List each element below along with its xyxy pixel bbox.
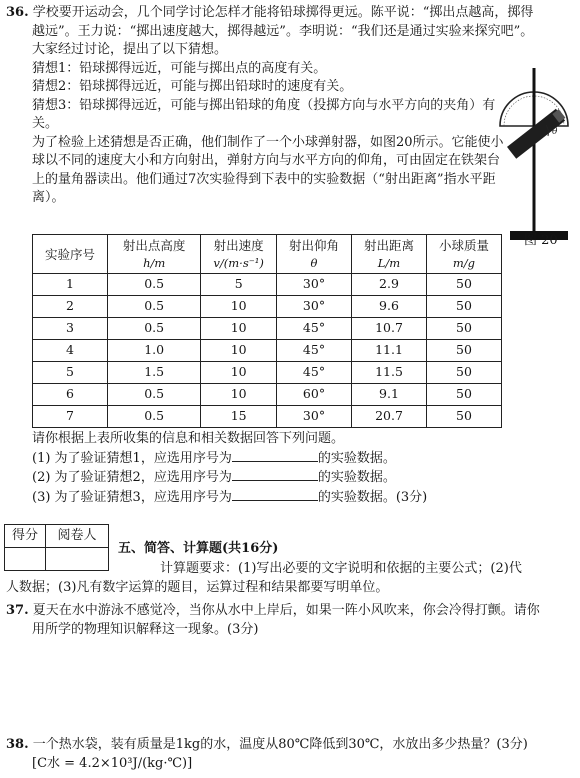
table-prompt: 请你根据上表所收集的信息和相关数据回答下列问题。 xyxy=(32,431,345,446)
question-37-line-1: 夏天在水中游泳不感觉冷，当你从水中上岸后，如果一阵小风吹来，你会冷得打颤。请你 xyxy=(32,603,540,618)
column-header: 射出点高度 h/m xyxy=(107,235,200,274)
hypothesis-2: 猜想2：铅球掷得远近，可能与掷出铅球时的速度有关。 xyxy=(32,79,353,94)
table-row: 6 0.5 10 60° 9.1 50 xyxy=(33,384,502,406)
column-header: 射出速度 v/(m·s⁻¹) xyxy=(201,235,277,274)
theta-label: θ xyxy=(552,127,558,137)
subquestion-2: (2) 为了验证猜想2，应选用序号为 的实验数据。 xyxy=(32,470,396,485)
table-row: 1 0.5 5 30° 2.9 50 xyxy=(33,274,502,296)
figure-20-launcher-diagram xyxy=(488,48,576,248)
column-header: 射出距离 L/m xyxy=(352,235,427,274)
question-36-line-1: 学校要开运动会，几个同学讨论怎样才能将铅球掷得更远。陈平说：“掷出点越高，掷得 xyxy=(32,5,534,20)
question-37-line-2: 用所学的物理知识解释这一现象。(3分) xyxy=(32,621,259,637)
question-36-number: 36. xyxy=(6,5,29,20)
answer-blank-2[interactable] xyxy=(232,468,318,481)
answer-blank-1[interactable] xyxy=(232,449,318,462)
score-label: 得分 xyxy=(5,525,46,548)
figure-caption: 图 20 xyxy=(524,233,558,248)
question-36-subquestions xyxy=(32,430,572,507)
experiment-description: 为了检验上述猜想是否正确，他们制作了一个小球弹射器，如图20所示。它能使小球以不同的速度大小和方向射出，弹射方向与水平方向的仰角，可由固定在铁架台上的量角器读出。他们通过7次实验得到下表中的实验数据（“射出距离”指水平距离）。 xyxy=(32,134,504,205)
specific-heat-formula: [C水 = 4.2×10³J/(kg·℃)] xyxy=(32,755,193,771)
question-38 xyxy=(6,736,576,773)
question-38-line-1: 一个热水袋，装有质量是1kg的水，温度从80℃降低到30℃，水放出多少热量？(3分) xyxy=(32,737,528,752)
table-header-row xyxy=(33,235,502,274)
subquestion-1: (1) 为了验证猜想1，应选用序号为 的实验数据。 xyxy=(32,450,396,466)
section-5-heading: 五、简答、计算题(共16分) xyxy=(118,541,279,556)
table-row: 2 0.5 10 30° 9.6 50 xyxy=(33,296,502,318)
calculation-requirements xyxy=(6,560,576,597)
column-header: 射出仰角 θ xyxy=(277,235,352,274)
hypothesis-1: 猜想1：铅球掷得远近，可能与掷出点的高度有关。 xyxy=(32,60,327,76)
column-header: 实验序号 xyxy=(33,235,108,274)
table-row: 7 0.5 15 30° 20.7 50 xyxy=(33,406,502,428)
table-row: 5 1.5 10 45° 11.5 50 xyxy=(33,362,502,384)
question-36-line-2: 越远”。王力说：“掷出速度越大，掷得越远”。李明说：“我们还是通过实验来探究吧”。 xyxy=(32,23,534,39)
requirements-line-2: 人数据；(3)凡有数字运算的题目，运算过程和结果都要写明单位。 xyxy=(6,579,389,595)
experiment-data-table xyxy=(32,234,502,428)
question-36-line-3: 大家经过讨论，提出了以下猜想。 xyxy=(32,42,228,57)
launcher-tube xyxy=(507,108,567,159)
answer-blank-3[interactable] xyxy=(232,488,318,501)
grader-label: 阅卷人 xyxy=(46,525,109,548)
question-37-number: 37. xyxy=(6,603,29,618)
question-37 xyxy=(6,602,576,639)
table-row: 3 0.5 10 45° 10.7 50 xyxy=(33,318,502,340)
requirements-line-1: 计算题要求：(1)写出必要的文字说明和依据的主要公式；(2)代 xyxy=(160,561,522,576)
hypothesis-3: 猜想3：铅球掷得远近，可能与掷出铅球的角度（投掷方向与水平方向的夹角）有关。 xyxy=(32,97,496,131)
column-header: 小球质量 m/g xyxy=(426,235,501,274)
question-38-number: 38. xyxy=(6,737,29,752)
subquestion-3: (3) 为了验证猜想3，应选用序号为 的实验数据。(3分) xyxy=(32,489,428,505)
table-row: 4 1.0 10 45° 11.1 50 xyxy=(33,340,502,362)
